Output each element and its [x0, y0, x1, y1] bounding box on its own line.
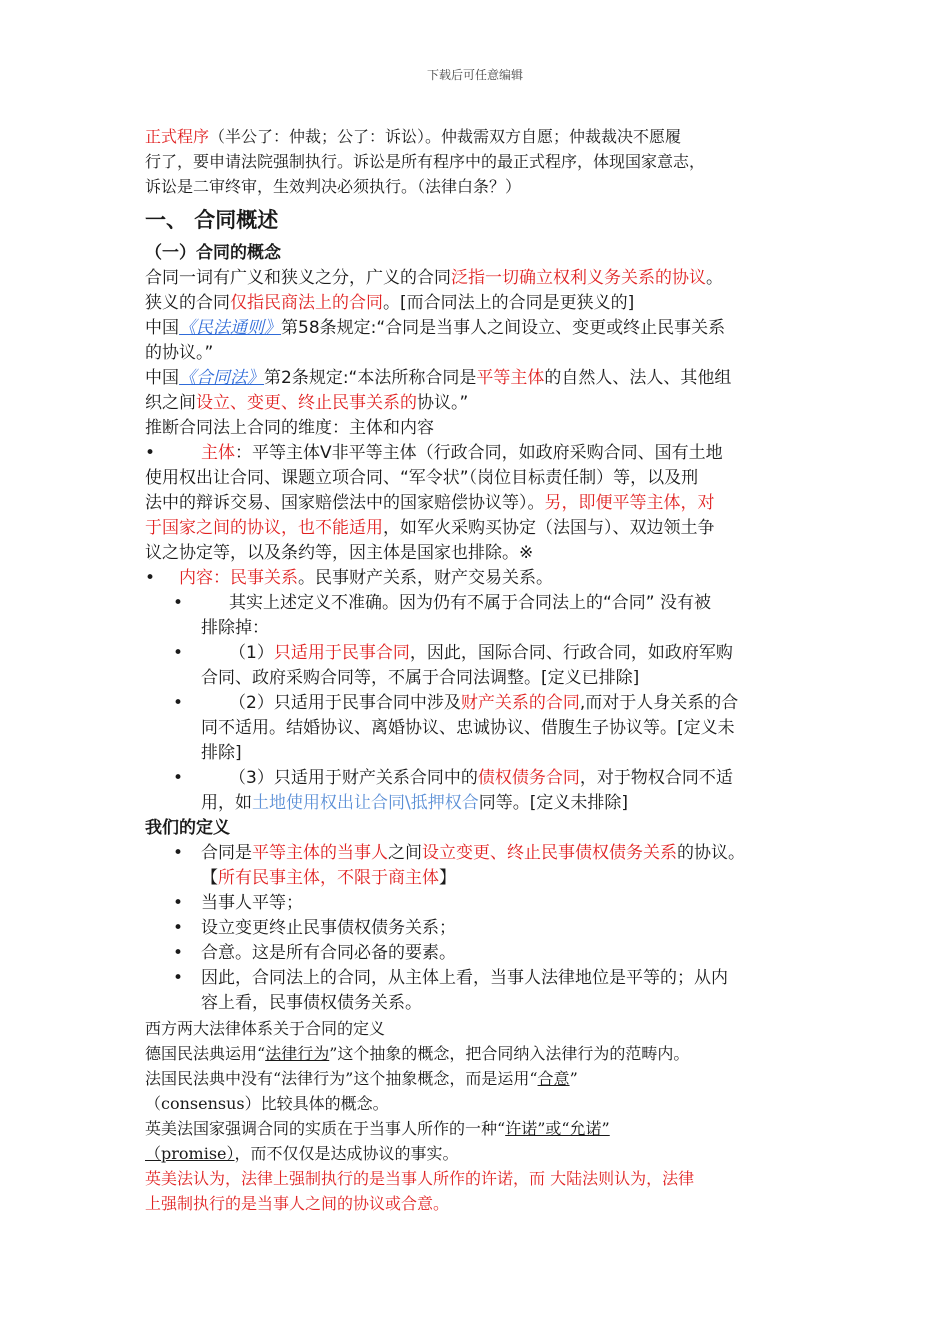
paragraph: 的协议。” [145, 343, 214, 363]
text: 设立变更终止民事债权债务关系； [201, 918, 456, 938]
text: 第58条规定:“合同是当事人之间设立、变更或终止民事关系 [281, 318, 726, 338]
bullet-icon: • [145, 568, 156, 588]
bullet-icon: • [173, 943, 184, 963]
text: ，因此，国际合同、行政合同，如政府军购 [409, 643, 733, 663]
highlight-text: 另，即便平等主体，对 [544, 493, 715, 513]
text: 当事人平等； [201, 893, 303, 913]
highlight-text: 只适用于民事合同 [273, 643, 410, 663]
highlight-text: 设立变更、终止民事债权债务关系 [422, 843, 677, 863]
paragraph [145, 266, 813, 291]
paragraph: 使用权出让合同、课题立项合同、“军令状”（岗位目标责任制）等，以及刑 [145, 468, 699, 488]
text: 同不适用。结婚协议、离婚协议、忠诚协议、借腹生子协议等。[定义未 [201, 718, 735, 738]
list-item [145, 916, 813, 941]
text: 英美法国家强调合同的实质在于当事人所作的一种“ [145, 1119, 506, 1138]
subsection-heading: 我们的定义 [145, 818, 230, 838]
paragraph [145, 1141, 813, 1166]
highlight-text: 平等主体 [476, 368, 545, 388]
list-item [145, 841, 813, 891]
bullet-icon: • [173, 768, 184, 788]
text: 中国 [145, 368, 179, 388]
text: （2）只适用于民事合同中涉及 [229, 693, 461, 713]
page-header: 下载后可任意编辑 [426, 68, 523, 82]
highlight-text: 泛指一切确立权利义务关系的协议 [451, 268, 706, 288]
text: 的协议。 [677, 843, 745, 863]
text: （1） [229, 643, 274, 663]
text: 协议。” [417, 393, 469, 413]
bullet-icon: • [173, 593, 184, 613]
text: 法国民法典中没有“法律行为”这个抽象概念，而是运用“ [145, 1069, 538, 1088]
text: 】 [439, 868, 456, 888]
intro-text: 诉讼是二审终审，生效判决必须执行。（法律白条？） [145, 177, 522, 196]
text: 合意。这是所有合同必备的要素。 [201, 943, 456, 963]
law-link[interactable]: 《民法通则》 [179, 318, 281, 338]
paragraph [145, 516, 813, 541]
term: 合意 [537, 1069, 570, 1088]
text: 的自然人、法人、其他组 [544, 368, 732, 388]
highlight-text: 平等主体的当事人 [252, 843, 388, 863]
text: 。民事财产关系，财产交易关系。 [298, 568, 553, 588]
bullet-icon: • [173, 843, 184, 863]
intro-text: 行了，要申请法院强制执行。诉讼是所有程序中的最正式程序，体现国家意志， [145, 152, 706, 171]
text: 同等。[定义未排除] [478, 793, 628, 813]
text: 排除] [201, 743, 242, 763]
paragraph [145, 491, 813, 516]
text: 其实上述定义不准确。因为仍有不属于合同法上的“合同” 没有被 [229, 593, 712, 613]
highlight-text: 内容：民事关系 [179, 568, 298, 588]
formal-procedure-term: 正式程序 [145, 127, 210, 146]
text: 狭义的合同 [145, 293, 230, 313]
list-item [145, 566, 813, 591]
list-item [145, 591, 813, 641]
term: 许诺”或“允诺” [505, 1119, 610, 1138]
list-item [145, 691, 813, 766]
list-item [145, 966, 813, 1016]
bullet-icon: • [173, 918, 184, 938]
text: 。 [706, 268, 723, 288]
paragraph [145, 391, 813, 416]
list-item [145, 891, 813, 916]
text: 德国民法典运用“ [145, 1044, 266, 1063]
text: 合同、政府采购合同等，不属于合同法调整。[定义已排除] [201, 668, 640, 688]
text: 第2条规定:“本法所称合同是 [264, 368, 477, 388]
text: 合同是 [201, 843, 252, 863]
highlight-paragraph: 上强制执行的是当事人之间的协议或合意。 [145, 1194, 450, 1213]
text: ，而不仅仅是达成协议的事实。 [234, 1144, 459, 1163]
paragraph [145, 291, 813, 316]
text: 中国 [145, 318, 179, 338]
document-body [145, 124, 813, 1216]
list-item [145, 441, 813, 466]
text: 法中的辩诉交易、国家赔偿法中的国家赔偿协议等）。 [145, 493, 545, 513]
bullet-icon: • [173, 643, 184, 663]
highlight-text: 于国家之间的协议，也不能适用 [145, 518, 383, 538]
list-item [145, 766, 813, 816]
text: 【 [201, 868, 218, 888]
term: （promise） [145, 1144, 235, 1163]
intro-text: （半公了：仲裁；公了：诉讼）。仲裁需双方自愿；仲裁裁决不愿履 [209, 127, 682, 146]
law-link[interactable]: 《合同法》 [179, 368, 264, 388]
subsection-heading: （一）合同的概念 [145, 243, 281, 263]
text: ，如军火采购买协定（法国与）、双边领土争 [383, 518, 715, 538]
text: ,而对于人身关系的合 [579, 693, 739, 713]
highlight-text: 仅指民商法上的合同 [230, 293, 383, 313]
text: ，对于物权合同不适 [579, 768, 733, 788]
bullet-icon: • [173, 893, 184, 913]
highlight-text: 债权债务合同 [477, 768, 580, 788]
text: ：平等主体Ⅴ非平等主体（行政合同，如政府采购合同、国有土地 [235, 443, 723, 463]
text: 。[而合同法上的合同是更狭义的] [383, 293, 635, 313]
paragraph [145, 316, 813, 341]
text: （3）只适用于财产关系合同中的 [229, 768, 478, 788]
bullet-icon: • [145, 443, 156, 463]
highlight-text: 土地使用权出让合同\抵押权合 [252, 793, 479, 813]
paragraph: 推断合同法上合同的维度：主体和内容 [145, 418, 434, 438]
paragraph: （consensus）比较具体的概念。 [145, 1094, 389, 1113]
paragraph: 议之协定等，以及条约等，因主体是国家也排除。※ [145, 543, 534, 563]
term: 法律行为 [265, 1044, 330, 1063]
text: 用，如 [201, 793, 252, 813]
paragraph: 西方两大法律体系关于合同的定义 [145, 1019, 386, 1038]
highlight-text: 财产关系的合同 [460, 693, 580, 713]
paragraph [145, 366, 813, 391]
text: 合同一词有广义和狭义之分，广义的合同 [145, 268, 451, 288]
highlight-paragraph: 英美法认为，法律上强制执行的是当事人所作的许诺，而 大陆法则认为，法律 [145, 1169, 695, 1188]
bullet-icon: • [173, 968, 184, 988]
paragraph [145, 1116, 813, 1141]
list-item [145, 641, 813, 691]
list-item [145, 941, 813, 966]
highlight-text: 主体 [201, 443, 235, 463]
section-heading: 一、 合同概述 [145, 208, 279, 232]
highlight-text: 所有民事主体，不限于商主体 [218, 868, 439, 888]
intro-paragraph [145, 124, 813, 199]
text: 织之间 [145, 393, 196, 413]
bullet-icon: • [173, 693, 184, 713]
text: ”这个抽象的概念，把合同纳入法律行为的范畴内。 [329, 1044, 690, 1063]
text: 容上看，民事债权债务关系。 [201, 993, 422, 1013]
text: ” [569, 1069, 578, 1088]
text: 排除掉： [201, 618, 269, 638]
paragraph [145, 1066, 813, 1091]
paragraph [145, 1041, 813, 1066]
text: 因此，合同法上的合同，从主体上看，当事人法律地位是平等的；从内 [201, 968, 728, 988]
text: 之间 [388, 843, 422, 863]
highlight-text: 设立、变更、终止民事关系的 [196, 393, 417, 413]
